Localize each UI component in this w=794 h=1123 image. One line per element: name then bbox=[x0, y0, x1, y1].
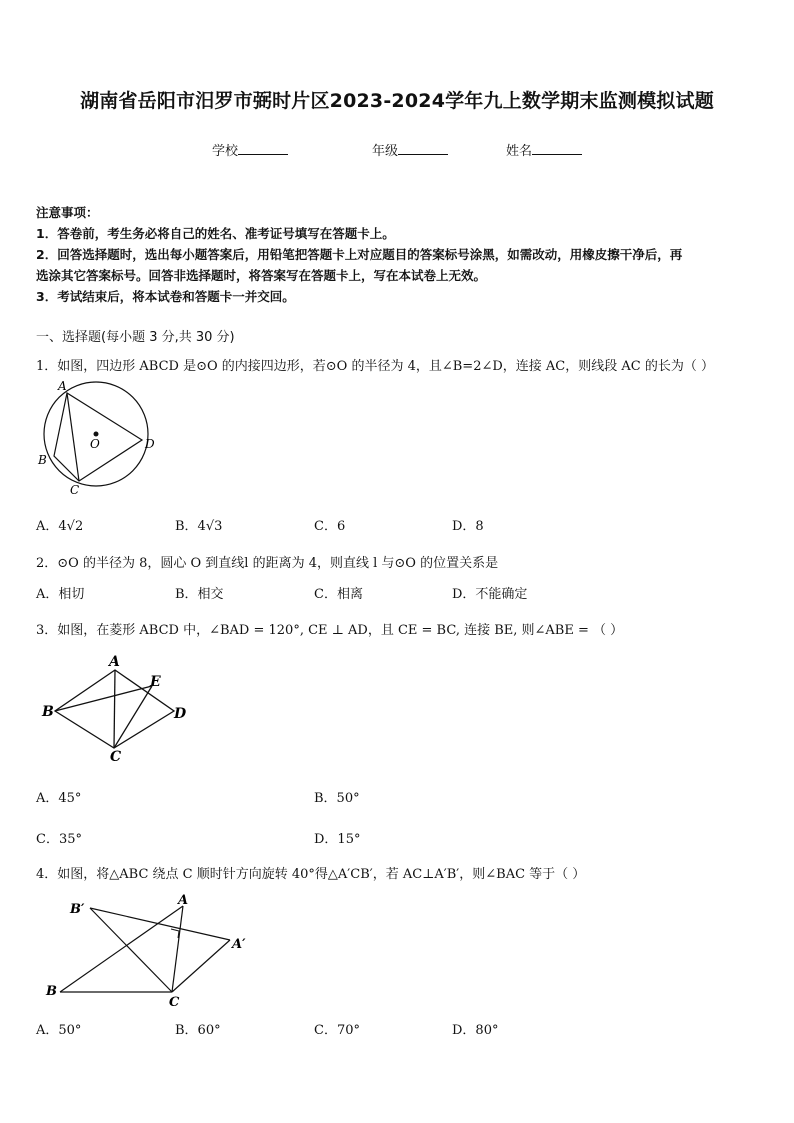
question-3-figure bbox=[38, 653, 198, 765]
question-2-option-a[interactable]: A．相切 bbox=[36, 587, 85, 602]
question-2-option-c[interactable]: C．相离 bbox=[314, 587, 363, 602]
note-item: 1．答卷前，考生务必将自己的姓名、准考证号填写在答题卡上。 bbox=[36, 226, 395, 241]
label-c: C bbox=[169, 995, 180, 1010]
question-4-figure bbox=[40, 890, 260, 1010]
name-label: 姓名 bbox=[506, 144, 533, 159]
note-item: 2．回答选择题时，选出每小题答案后，用铅笔把答题卡上对应题目的答案标号涂黑，如需改动，用橡皮擦干净后，再 bbox=[36, 247, 683, 262]
question-1-stem: 1．如图，四边形 ABCD 是⊙O 的内接四边形，若⊙O 的半径为 4，且∠B=2∠D，连接 AC，则线段 AC 的长为（ ） bbox=[36, 359, 714, 374]
question-1-option-c[interactable]: C．6 bbox=[314, 519, 346, 534]
note-item: 3．考试结束后，将本试卷和答题卡一并交回。 bbox=[36, 289, 295, 304]
label-a: A bbox=[109, 654, 120, 670]
question-2-option-b[interactable]: B．相交 bbox=[175, 587, 224, 602]
school-field[interactable] bbox=[212, 140, 288, 159]
school-blank[interactable] bbox=[238, 142, 288, 155]
name-field[interactable] bbox=[506, 140, 582, 159]
label-b: B bbox=[42, 704, 54, 720]
question-1-figure bbox=[34, 378, 164, 500]
label-o: O bbox=[90, 437, 100, 451]
question-1-option-d[interactable]: D．8 bbox=[452, 519, 484, 534]
question-3-option-c[interactable]: C．35° bbox=[36, 832, 82, 847]
question-4-option-a[interactable]: A．50° bbox=[36, 1023, 82, 1038]
question-4-option-d[interactable]: D．80° bbox=[452, 1023, 499, 1038]
notes-block bbox=[36, 202, 766, 307]
label-b-prime: B′ bbox=[70, 902, 85, 917]
school-label: 学校 bbox=[212, 144, 239, 159]
grade-blank[interactable] bbox=[398, 142, 448, 155]
section-title: 一、选择题(每小题 3 分,共 30 分) bbox=[36, 330, 235, 345]
page-title: 湖南省岳阳市汨罗市弼时片区2023-2024学年九上数学期末监测模拟试题 bbox=[80, 90, 714, 112]
grade-field[interactable] bbox=[372, 140, 448, 159]
label-a: A bbox=[58, 379, 67, 393]
label-c: C bbox=[70, 483, 80, 497]
label-c: C bbox=[110, 749, 122, 765]
label-b: B bbox=[46, 984, 57, 999]
label-a-prime: A′ bbox=[232, 937, 246, 952]
note-item: 选涂其它答案标号。回答非选择题时，将答案写在答题卡上，写在本试卷上无效。 bbox=[36, 268, 487, 283]
label-d: D bbox=[174, 706, 187, 722]
question-4-stem: 4．如图，将△ABC 绕点 C 顺时针方向旋转 40°得△A′CB′，若 AC⊥A′B′，则∠BAC 等于（ ） bbox=[36, 867, 586, 882]
question-3-stem: 3．如图，在菱形 ABCD 中，∠BAD = 120°, CE ⊥ AD，且 CE = BC, 连接 BE, 则∠ABE = （ ） bbox=[36, 623, 624, 638]
label-b: B bbox=[38, 453, 47, 467]
label-d: D bbox=[145, 437, 155, 451]
question-1-option-b[interactable]: B．4√3 bbox=[175, 519, 223, 534]
name-blank[interactable] bbox=[532, 142, 582, 155]
question-4-option-b[interactable]: B．60° bbox=[175, 1023, 221, 1038]
notes-heading: 注意事项： bbox=[36, 205, 99, 220]
question-4-option-c[interactable]: C．70° bbox=[314, 1023, 360, 1038]
question-3-option-b[interactable]: B．50° bbox=[314, 791, 360, 806]
label-a: A bbox=[178, 893, 189, 908]
label-e: E bbox=[150, 674, 161, 690]
grade-label: 年级 bbox=[372, 144, 399, 159]
question-1-option-a[interactable]: A．4√2 bbox=[36, 519, 84, 534]
question-3-option-a[interactable]: A．45° bbox=[36, 791, 82, 806]
question-3-option-d[interactable]: D．15° bbox=[314, 832, 361, 847]
question-2-stem: 2．⊙O 的半径为 8，圆心 O 到直线l 的距离为 4，则直线 l 与⊙O 的位置关系是 bbox=[36, 556, 499, 571]
question-2-option-d[interactable]: D．不能确定 bbox=[452, 587, 528, 602]
